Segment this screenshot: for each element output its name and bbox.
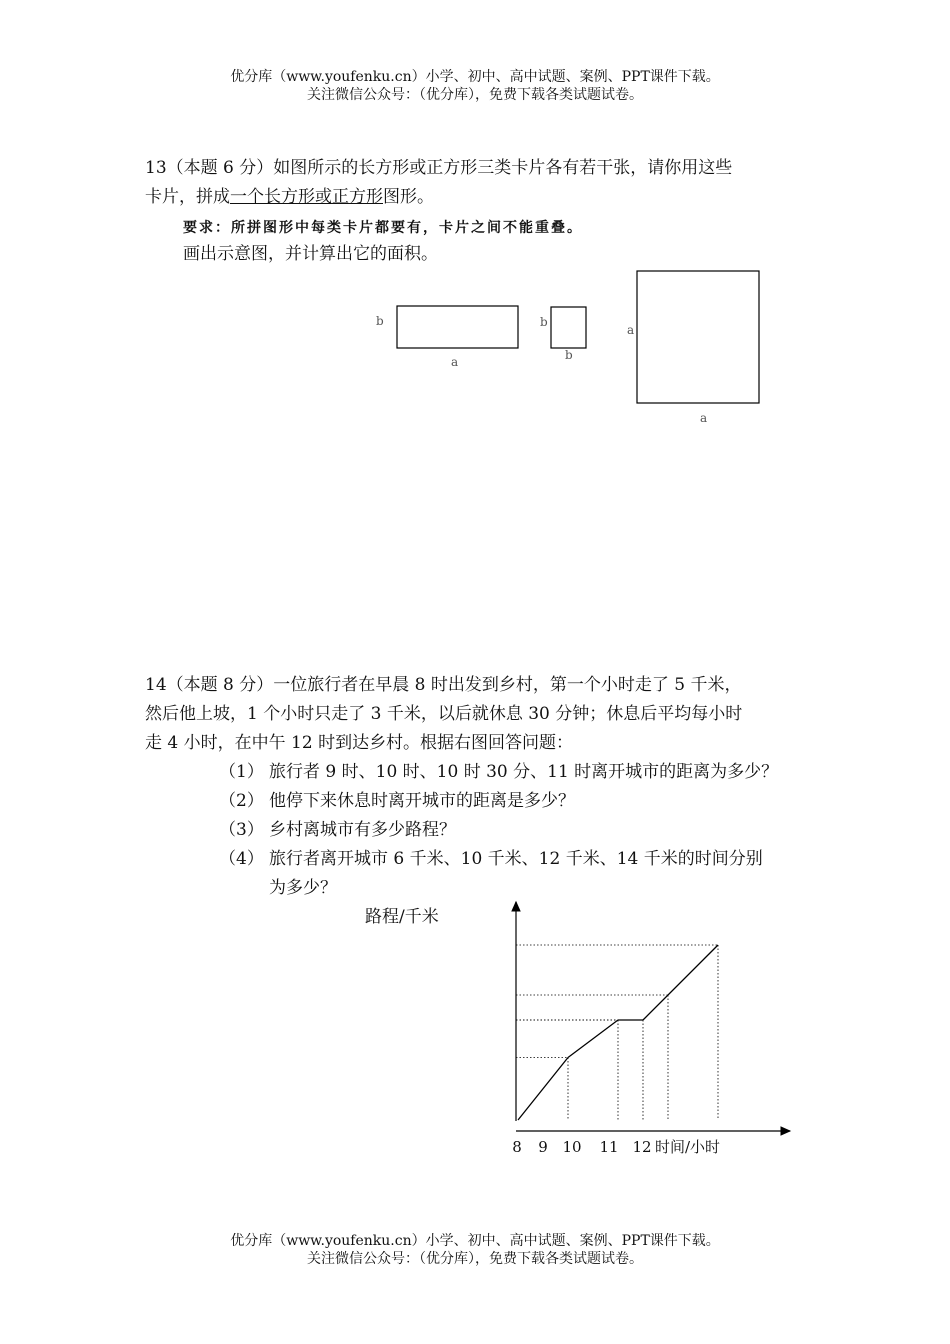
q13-line-2-pre: 卡片，拼成: [145, 187, 230, 207]
x-tick-label: 9: [538, 1138, 548, 1156]
q14-item-3-num: （3）: [219, 820, 264, 840]
card3-bottom-label: a: [700, 411, 708, 425]
q13-requirement: 要求：所拼图形中每类卡片都要有，卡片之间不能重叠。: [183, 220, 583, 236]
series-segment: [568, 1020, 618, 1058]
footer-line-2: 关注微信公众号：（优分库），免费下载各类试题试卷。: [307, 1251, 643, 1267]
q14-item-4-num: （4）: [219, 849, 264, 869]
series-segment: [643, 945, 718, 1020]
footer-line-1: 优分库（www.youfenku.cn）小学、初中、高中试题、案例、PPT课件下载。: [230, 1233, 720, 1249]
y-axis-label: 路程/千米: [365, 907, 439, 927]
card2-side-label: b: [540, 315, 548, 329]
q13-line-2-post: 图形。: [383, 187, 434, 207]
x-tick-label: 8: [512, 1138, 522, 1156]
q14-item-3-text: 乡村离城市有多少路程？: [269, 820, 456, 840]
q13-instruction: 画出示意图，并计算出它的面积。: [183, 244, 438, 264]
q14-item-1-num: （1）: [219, 762, 264, 782]
series-segment: [518, 1058, 568, 1121]
card2-bottom-label: b: [565, 348, 573, 362]
q14-item-1-text: 旅行者 9 时、10 时、10 时 30 分、11 时离开城市的距离为多少？: [269, 762, 779, 782]
q14-line-2: 然后他上坡，1 个小时只走了 3 千米，以后就休息 30 分钟；休息后平均每小时: [145, 704, 743, 724]
q13-line-1: 13（本题 6 分）如图所示的长方形或正方形三类卡片各有若干张，请你用这些: [145, 158, 733, 178]
q14-line-3: 走 4 小时，在中午 12 时到达乡村。根据右图回答问题：: [145, 733, 574, 753]
card1-bottom-label: a: [451, 355, 459, 369]
card3-side-label: a: [627, 323, 635, 337]
q14-item-2-num: （2）: [219, 791, 264, 811]
header-line-2: 关注微信公众号：（优分库），免费下载各类试题试卷。: [307, 87, 643, 103]
x-tick-label: 10: [562, 1138, 582, 1156]
card1-side-label: b: [376, 314, 384, 328]
q14-line-1: 14（本题 8 分）一位旅行者在早晨 8 时出发到乡村，第一个小时走了 5 千米，: [145, 675, 742, 695]
x-tick-label: 12: [632, 1138, 652, 1156]
x-tick-label: 11: [599, 1138, 619, 1156]
q13-line-2-underlined: 一个长方形或正方形: [230, 187, 383, 207]
q14-item-2-text: 他停下来休息时离开城市的距离是多少？: [269, 791, 575, 811]
q14-item-4-text: 旅行者离开城市 6 千米、10 千米、12 千米、14 千米的时间分别: [269, 849, 763, 869]
x-axis-label: 时间/小时: [655, 1138, 721, 1156]
header-line-1: 优分库（www.youfenku.cn）小学、初中、高中试题、案例、PPT课件下载。: [230, 69, 720, 85]
q14-item-4-continuation: 为多少？: [269, 878, 337, 898]
